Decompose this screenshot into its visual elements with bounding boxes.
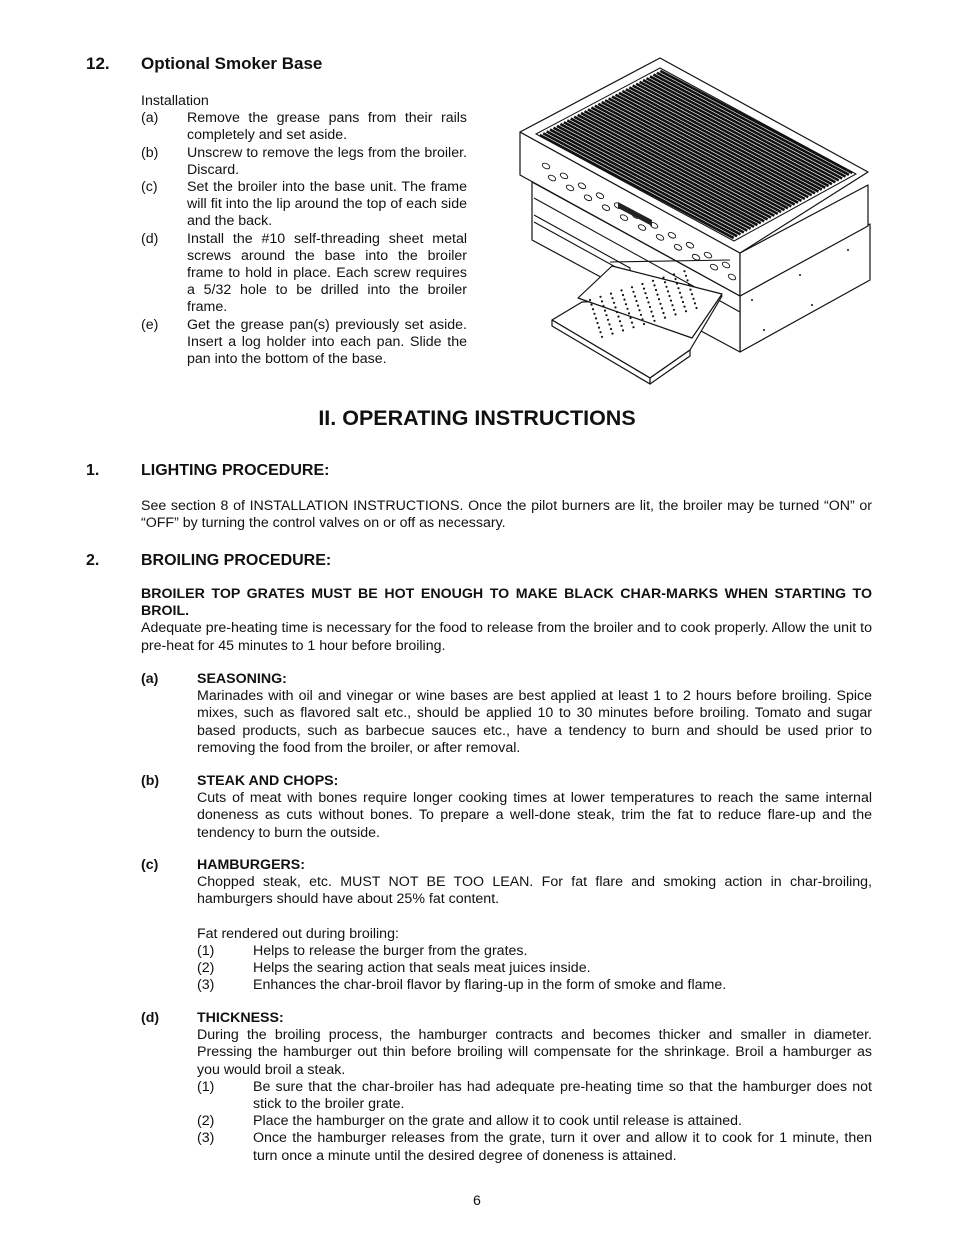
fat-benefits-list (197, 943, 872, 995)
pan-hole (692, 298, 694, 300)
item-label: (a) (141, 671, 159, 687)
item-title: SEASONING: (197, 671, 287, 687)
section-number: 1. (86, 462, 100, 479)
pan-hole (685, 310, 687, 312)
pan-hole (677, 287, 679, 289)
install-step (141, 231, 467, 317)
pan-hole (647, 301, 649, 303)
pan-hole (686, 279, 688, 281)
pan-hole (605, 314, 607, 316)
pan-hole (631, 322, 633, 324)
pan-hole (659, 303, 661, 305)
item-title: THICKNESS: (197, 1010, 284, 1026)
pan-hole (643, 288, 645, 290)
pan-hole (620, 289, 622, 291)
pan-hole (674, 313, 676, 315)
item-title: STEAK AND CHOPS: (197, 773, 339, 789)
list-label: (2) (197, 960, 215, 977)
pan-hole (671, 304, 673, 306)
section-number: 12. (86, 54, 110, 73)
step-text: Unscrew to remove the legs from the broiler. Discard. (187, 144, 467, 178)
broiling-body: Adequate pre-heating time is necessary for the food to release from the broiler and to cook properly. Allow the unit to pre-heat for 45 minutes to 1 hour before broiling. (141, 620, 872, 654)
pan-hole (679, 292, 681, 294)
pan-hole (680, 296, 682, 298)
pan-hole (641, 318, 643, 320)
pan-hole (652, 315, 654, 317)
list-label: (3) (197, 977, 215, 994)
page-title: II. OPERATING INSTRUCTIONS (318, 406, 636, 430)
pan-hole (620, 325, 622, 327)
pan-hole (610, 293, 612, 295)
pan-hole (658, 298, 660, 300)
pan-hole (634, 295, 636, 297)
step-text: Set the broiler into the base unit. The frame will fit into the lip around the top of each side and the back. (187, 179, 467, 230)
pan-hole (599, 331, 601, 333)
pan-hole (637, 305, 639, 307)
pan-hole (691, 293, 693, 295)
section-title: Optional Smoker Base (141, 54, 323, 73)
pan-hole (595, 317, 597, 319)
list-text: Once the hamburger releases from the grate, turn it over and allow it to cook for 1 minute, then turn once a minute until the desired degree of doneness is attained. (253, 1130, 872, 1164)
pan-hole (610, 328, 612, 330)
pan-hole (616, 311, 618, 313)
pan-hole (596, 322, 598, 324)
pan-hole (662, 277, 664, 279)
pan-hole (673, 273, 675, 275)
pan-hole (655, 289, 657, 291)
pan-hole (652, 280, 654, 282)
pan-hole (593, 313, 595, 315)
section-1-heading (86, 462, 329, 479)
seasoning-item (197, 671, 872, 757)
pan-hole (619, 320, 621, 322)
pan-hole (695, 307, 697, 309)
pan-hole (622, 294, 624, 296)
install-step (141, 317, 467, 369)
pan-hole (623, 299, 625, 301)
pan-hole (670, 300, 672, 302)
step-text: Remove the grease pans from their rails completely and set aside. (187, 110, 467, 144)
pan-hole (673, 309, 675, 311)
list-label: (2) (197, 1113, 215, 1130)
pan-hole (640, 314, 642, 316)
pan-hole (683, 270, 685, 272)
thickness-steps-list (197, 1079, 872, 1165)
pan-hole (632, 326, 634, 328)
install-steps (141, 93, 467, 368)
item-title: HAMBURGERS: (197, 857, 305, 873)
item-label: (c) (141, 857, 159, 873)
broiling-warning: BROILER TOP GRATES MUST BE HOT ENOUGH TO MAKE BLACK CHAR-MARKS WHEN STARTING TO BROIL. (141, 586, 872, 620)
pan-hole (643, 323, 645, 325)
pan-hole (614, 306, 616, 308)
pan-hole (653, 284, 655, 286)
pan-hole (592, 308, 594, 310)
steak-item (197, 773, 872, 842)
pan-hole (646, 297, 648, 299)
thickness-item (197, 1010, 872, 1165)
pan-hole (628, 312, 630, 314)
pan-hole (611, 333, 613, 335)
step-label: (a) (141, 110, 159, 127)
pan-hole (638, 309, 640, 311)
pan-hole (653, 320, 655, 322)
item-label: (d) (141, 1010, 160, 1026)
install-step (141, 110, 467, 144)
list-item (197, 1079, 872, 1113)
step-label: (b) (141, 144, 159, 161)
list-text: Enhances the char-broil flavor by flaring-up in the form of smoke and flame. (253, 977, 727, 994)
pan-hole (661, 307, 663, 309)
broiler-smoker-base-illustration (518, 55, 874, 385)
list-item (197, 977, 872, 994)
pan-hole (629, 317, 631, 319)
step-text: Install the #10 self-threading sheet metal screws around the base into the broiler frame to hold in place. Each screw requires a 5/32 hole to be drilled into the broiler frame. (187, 230, 467, 316)
install-step (141, 179, 467, 231)
pan-hole (674, 278, 676, 280)
pan-hole (626, 308, 628, 310)
item-text: Marinades with oil and vinegar or wine bases are best applied at least 1 to 2 hours before broiling. Spice mixes, such as flavored salt etc., should be applied 10 to 30 minutes before broiling. Tomato and sugar based products, such as barbecue sauces etc., have a tendency to burn and should be used prior to removing the food from the broiler, or after removal. (197, 688, 872, 756)
pan-hole (601, 300, 603, 302)
list-text: Place the hamburger on the grate and allow it to cook until release is attained. (253, 1113, 742, 1130)
list-item (197, 943, 872, 960)
list-label: (1) (197, 942, 215, 959)
pan-hole (611, 297, 613, 299)
pan-hole (664, 317, 666, 319)
pan-hole (635, 300, 637, 302)
step-label: (e) (141, 316, 159, 333)
pan-hole (644, 292, 646, 294)
item-text: During the broiling process, the hamburger contracts and becomes thicker and smaller in diameter. Pressing the hamburger out thin before broiling will compensate for the shrinkage. Broil a hamburger as you would broil a steak. (197, 1027, 872, 1078)
pan-hole (613, 302, 615, 304)
pan-hole (641, 283, 643, 285)
list-item (197, 960, 872, 977)
pan-hole (607, 319, 609, 321)
pan-hole (683, 306, 685, 308)
item-text: Chopped steak, etc. MUST NOT BE TOO LEAN. For fat flare and smoking action in char-broiling, hamburgers should have about 25% fat content. (197, 874, 872, 908)
pan-hole (599, 296, 601, 298)
pan-hole (664, 281, 666, 283)
pan-hole (668, 295, 670, 297)
item-label: (b) (141, 773, 160, 789)
pan-hole (665, 286, 667, 288)
pan-hole (631, 286, 633, 288)
pan-hole (685, 275, 687, 277)
pan-hole (650, 311, 652, 313)
section-title: LIGHTING PROCEDURE: (141, 462, 330, 479)
pan-hole (625, 303, 627, 305)
section-2-heading (86, 552, 331, 569)
pan-hole (682, 301, 684, 303)
list-text: Be sure that the char-broiler has had adequate pre-heating time so that the hamburger does not stick to the broiler grate. (253, 1078, 872, 1113)
pan-hole (617, 316, 619, 318)
step-label: (c) (141, 179, 158, 196)
section-title: BROILING PROCEDURE: (141, 552, 332, 569)
pan-hole (601, 336, 603, 338)
pan-hole (688, 284, 690, 286)
install-intro: Installation (141, 93, 209, 109)
list-text: Helps to release the burger from the grates. (253, 942, 528, 959)
pan-hole (676, 283, 678, 285)
pan-hole (589, 299, 591, 301)
step-text: Get the grease pan(s) previously set aside. Insert a log holder into each pan. Slide the pan into the bottom of the base. (187, 316, 467, 368)
broiling-block (141, 586, 872, 655)
pan-hole (602, 305, 604, 307)
list-label: (1) (197, 1078, 215, 1095)
item-text: Cuts of meat with bones require longer cooking times at lower temperatures to reach the same internal doneness as cuts without bones. To prepare a well-done steak, trim the fat to reduce flare-up and the tendency to burn the outside. (197, 790, 872, 841)
lighting-body: See section 8 of INSTALLATION INSTRUCTIONS. Once the pilot burners are lit, the broiler may be turned “ON” or “OFF” by turning the control valves on or off as necessary. (141, 498, 872, 532)
list-item (197, 1113, 872, 1130)
pan-hole (662, 312, 664, 314)
pan-hole (622, 329, 624, 331)
section-12-heading (86, 55, 322, 72)
list-label: (3) (197, 1130, 215, 1147)
pan-hole (604, 310, 606, 312)
page-number: 6 (473, 1193, 481, 1209)
hamburgers-item (197, 857, 872, 994)
pan-hole (689, 289, 691, 291)
list-item (197, 1130, 872, 1164)
pan-hole (590, 304, 592, 306)
item-subintro: Fat rendered out during broiling: (197, 925, 399, 942)
pan-hole (632, 291, 634, 293)
pan-hole (667, 290, 669, 292)
section-number: 2. (86, 552, 100, 569)
pan-hole (656, 294, 658, 296)
pan-hole (694, 302, 696, 304)
pan-hole (598, 327, 600, 329)
pan-hole (608, 323, 610, 325)
step-label: (d) (141, 230, 159, 247)
list-text: Helps the searing action that seals meat juices inside. (253, 960, 591, 977)
install-step (141, 145, 467, 179)
pan-hole (649, 306, 651, 308)
